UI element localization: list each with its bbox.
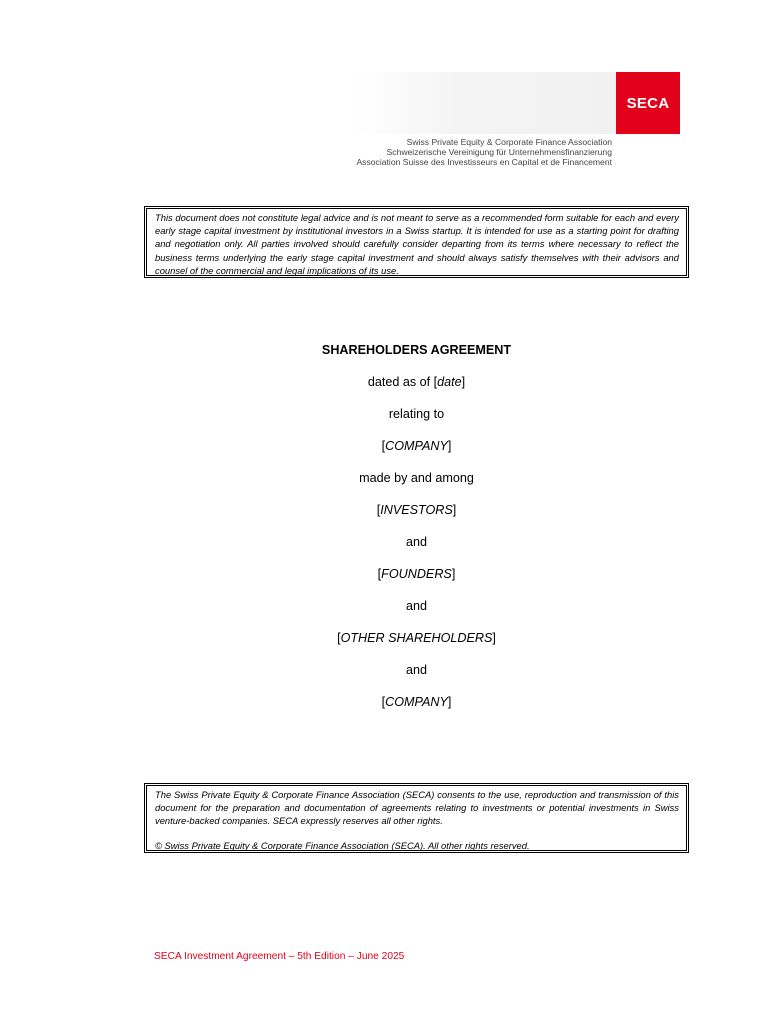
investors-line bbox=[0, 500, 768, 532]
association-name-en: Swiss Private Equity & Corporate Finance Association bbox=[406, 137, 612, 147]
bracket-open: [ bbox=[337, 631, 341, 645]
header-banner bbox=[354, 72, 616, 134]
consent-text: The Swiss Private Equity & Corporate Finance Association (SECA) consents to the use, reproduction and transmission of this document for the preparation and documentation of agreements relating to investments or potential investments in Swiss venture-backed companies. SECA expressly reserves all other rights. bbox=[155, 789, 679, 827]
seca-logo-text: SECA bbox=[626, 94, 670, 112]
bracket-close: ] bbox=[447, 439, 452, 453]
association-name-de: Schweizerische Vereinigung für Unternehmensfinanzierung bbox=[386, 147, 612, 157]
date-placeholder: date bbox=[437, 375, 462, 389]
bracket-open: [ bbox=[376, 503, 381, 517]
consent-box bbox=[144, 783, 689, 853]
association-name-fr: Association Suisse des Investisseurs en Capital et de Financement bbox=[356, 157, 612, 167]
disclaimer-box bbox=[144, 206, 689, 278]
company-line-2 bbox=[0, 692, 768, 724]
other-shareholders-line bbox=[0, 628, 768, 660]
and-line: and bbox=[405, 663, 427, 677]
dated-line bbox=[0, 372, 768, 404]
bracket-close: ] bbox=[492, 631, 496, 645]
title-block bbox=[0, 340, 768, 724]
and-line: and bbox=[405, 599, 427, 613]
seca-logo bbox=[616, 72, 680, 134]
document-header bbox=[350, 70, 682, 170]
bracket-open: [ bbox=[381, 695, 386, 709]
company-placeholder: COMPANY bbox=[385, 439, 448, 453]
company-line bbox=[0, 436, 768, 468]
disclaimer-text: This document does not constitute legal advice and is not meant to serve as a recommended form suitable for each and every early stage capital investment by institutional investors in a Swiss startup. It is intended for use as a starting point for drafting and negotiation only. All parties involved should carefully consider departing from its terms where necessary to reflect the business terms underlying the early stage capital investment and should always satisfy themselves with their advisors and counsel of the commercial and legal implications of its use. bbox=[155, 212, 679, 276]
other-shareholders-placeholder: OTHER SHAREHOLDERS bbox=[340, 631, 493, 645]
dated-prefix: dated as of [ bbox=[367, 375, 438, 389]
bracket-close: ] bbox=[452, 503, 457, 517]
bracket-close: ] bbox=[451, 567, 456, 581]
bracket-open: [ bbox=[381, 439, 386, 453]
association-names bbox=[356, 137, 612, 167]
founders-line bbox=[0, 564, 768, 596]
bracket-open: [ bbox=[377, 567, 382, 581]
investors-placeholder: INVESTORS bbox=[380, 503, 453, 517]
and-line: and bbox=[405, 535, 427, 549]
agreement-title: SHAREHOLDERS AGREEMENT bbox=[321, 343, 512, 357]
copyright-text: © Swiss Private Equity & Corporate Finance Association (SECA). All other rights reserved. bbox=[155, 839, 530, 851]
made-by-line: made by and among bbox=[359, 471, 474, 485]
page-footer: SECA Investment Agreement – 5th Edition – June 2025 bbox=[154, 951, 405, 962]
relating-to-line: relating to bbox=[388, 407, 445, 421]
company-placeholder-2: COMPANY bbox=[385, 695, 448, 709]
dated-suffix: ] bbox=[461, 375, 466, 389]
bracket-close: ] bbox=[447, 695, 452, 709]
founders-placeholder: FOUNDERS bbox=[381, 567, 452, 581]
